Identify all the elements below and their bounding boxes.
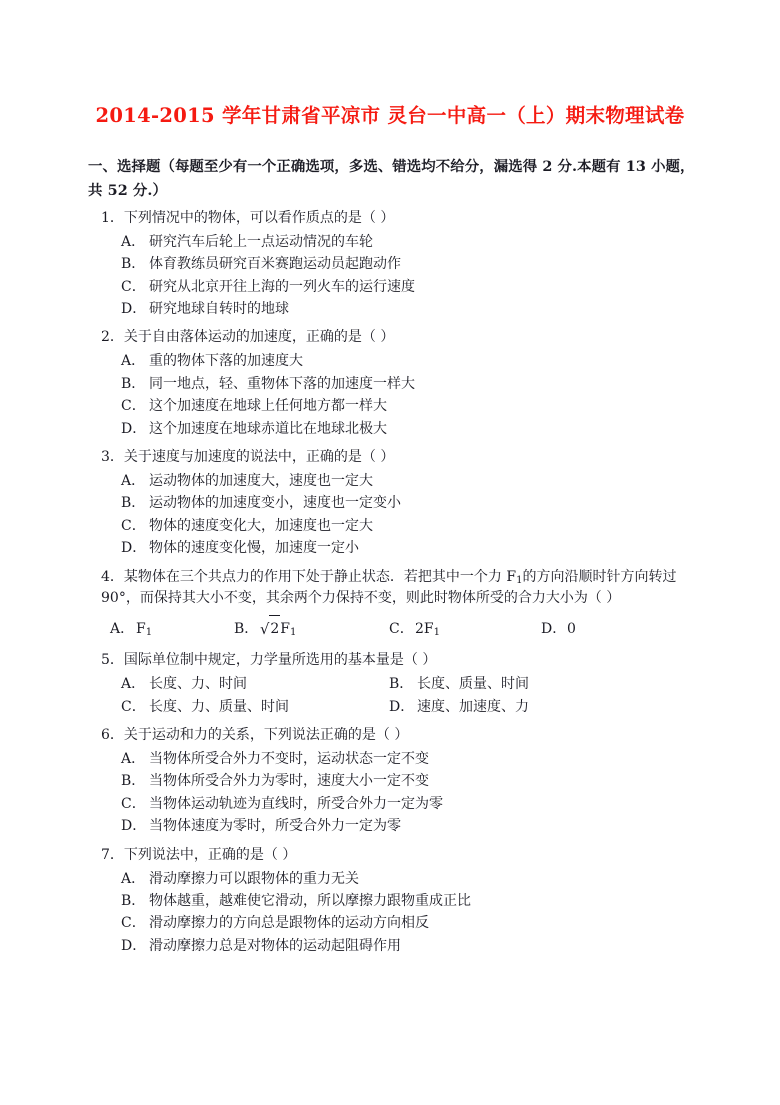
- option-label: B．: [234, 621, 259, 638]
- option-label: C．: [121, 517, 146, 534]
- option-label: A．: [121, 353, 146, 370]
- question-4: [88, 567, 710, 644]
- option-subscript: 1: [290, 627, 297, 639]
- option-text: 体育教练员研究百米赛跑运动员起跑动作: [149, 256, 401, 273]
- question-2-options: [88, 350, 710, 440]
- option-label: A．: [121, 233, 146, 250]
- option-label: C．: [121, 915, 146, 932]
- option-item[interactable]: [88, 815, 710, 837]
- option-item[interactable]: [88, 868, 710, 890]
- option-text: 同一地点，轻、重物体下落的加速度一样大: [149, 375, 415, 392]
- option-text: 速度、加速度、力: [417, 698, 529, 715]
- question-4-options: [88, 615, 710, 643]
- question-4-stem: [88, 567, 710, 611]
- option-item[interactable]: [88, 515, 710, 537]
- option-label: B．: [389, 676, 414, 693]
- option-label: A．: [121, 472, 146, 489]
- option-text: 这个加速度在地球赤道比在地球北极大: [149, 420, 387, 437]
- question-3-stem: [88, 447, 710, 469]
- option-label: B．: [121, 375, 146, 392]
- question-4-text-part2: 的方向沿顺时针方向转过 90°，而保持其大小不变，其余两个力保持不变，则此时物体所受的合力大小为（ ）: [101, 568, 677, 607]
- question-2: [88, 327, 710, 440]
- option-item[interactable]: [88, 537, 710, 559]
- option-text: 2F: [415, 621, 434, 638]
- question-2-stem: [88, 327, 710, 349]
- question-6: [88, 725, 710, 838]
- question-5-number: 5．: [101, 652, 124, 669]
- option-text: 研究地球自转时的地球: [149, 301, 289, 318]
- question-5-options-row: [88, 673, 710, 695]
- question-5-stem: [88, 650, 710, 672]
- question-6-stem: [88, 725, 710, 747]
- option-subscript: 1: [433, 627, 441, 639]
- option-label: D．: [121, 818, 147, 835]
- option-item[interactable]: [88, 253, 710, 275]
- option-label: B．: [121, 893, 146, 909]
- question-4-number: 4．: [101, 568, 124, 585]
- option-text: 重的物体下落的加速度大: [149, 353, 303, 370]
- option-item[interactable]: [88, 298, 710, 320]
- question-7-text: 下列说法中，正确的是（ ）: [123, 846, 297, 863]
- question-2-number: 2．: [101, 329, 124, 346]
- option-text: 物体越重，越难使它滑动，所以摩擦力跟物重成正比: [149, 893, 471, 909]
- option-text: 长度、质量、时间: [417, 676, 529, 693]
- question-2-text: 关于自由落体运动的加速度，正确的是（ ）: [123, 329, 395, 346]
- option-text: 运动物体的加速度变小，速度也一定变小: [149, 495, 401, 512]
- option-label: D．: [541, 621, 567, 638]
- option-text: F: [280, 621, 290, 638]
- option-text: 物体的速度变化大，加速度也一定大: [149, 517, 373, 534]
- option-text: 运动物体的加速度大，速度也一定大: [149, 472, 373, 489]
- option-label: C．: [121, 698, 146, 715]
- square-root-icon: [260, 615, 280, 643]
- option-item[interactable]: [88, 492, 710, 514]
- option-label: C．: [121, 398, 146, 415]
- option-text: 这个加速度在地球上任何地方都一样大: [149, 398, 387, 415]
- option-item[interactable]: [121, 696, 389, 718]
- option-item[interactable]: [88, 276, 710, 298]
- option-label: D．: [121, 420, 147, 437]
- option-label: A．: [121, 751, 146, 768]
- option-item[interactable]: [88, 890, 710, 912]
- document-body: [0, 130, 780, 957]
- option-text: 当物体所受合外力为零时，速度大小一定不变: [149, 773, 429, 790]
- option-label: D．: [121, 937, 147, 954]
- option-label: C．: [121, 795, 146, 812]
- option-item[interactable]: [541, 616, 576, 643]
- option-label: B．: [121, 495, 146, 512]
- option-item[interactable]: [88, 350, 710, 372]
- section-heading: 一、选择题（每题至少有一个正确选项，多选、错选均不给分，漏选得 2 分.本题有 13 小题，共 52 分.）: [88, 158, 695, 199]
- question-4-text-part1: 某物体在三个共点力的作用下处于静止状态．若把其中一个力 F: [123, 568, 517, 585]
- question-5-text: 国际单位制中规定，力学量所选用的基本量是（ ）: [123, 652, 437, 669]
- question-6-number: 6．: [101, 727, 124, 744]
- option-item[interactable]: [389, 673, 529, 695]
- option-item[interactable]: [121, 673, 389, 695]
- option-label: A．: [110, 621, 135, 638]
- option-text: 研究从北京开往上海的一列火车的运行速度: [149, 278, 415, 295]
- option-item[interactable]: [88, 912, 710, 934]
- option-text: 物体的速度变化慢，加速度一定小: [149, 540, 359, 557]
- question-1-options: [88, 231, 710, 321]
- option-item[interactable]: [88, 373, 710, 395]
- question-7: [88, 845, 710, 958]
- option-text: F: [136, 621, 146, 638]
- option-text: 当物体所受合外力不变时，运动状态一定不变: [149, 751, 429, 768]
- question-6-text: 关于运动和力的关系，下列说法正确的是（ ）: [123, 727, 409, 744]
- option-text: 0: [567, 621, 576, 638]
- option-item[interactable]: [88, 770, 710, 792]
- option-label: D．: [121, 301, 147, 318]
- question-7-number: 7．: [101, 846, 124, 863]
- question-1-stem: [88, 208, 710, 230]
- question-1: [88, 208, 710, 321]
- option-item[interactable]: [88, 748, 710, 770]
- question-4-subscript: 1: [516, 574, 523, 586]
- question-5-options-row: [88, 696, 710, 718]
- option-text: 长度、力、时间: [149, 676, 247, 693]
- option-label: A．: [121, 676, 146, 693]
- option-item[interactable]: [88, 935, 710, 957]
- option-text: 长度、力、质量、时间: [149, 698, 289, 715]
- question-7-options: [88, 868, 710, 958]
- option-label: D．: [389, 698, 415, 715]
- radical-sign: √: [260, 621, 270, 639]
- option-text: 滑动摩擦力的方向总是跟物体的运动方向相反: [149, 915, 429, 932]
- option-label: C．: [121, 278, 146, 295]
- option-text: 滑动摩擦力可以跟物体的重力无关: [149, 870, 359, 887]
- question-1-number: 1．: [101, 209, 124, 226]
- question-3-number: 3．: [101, 448, 124, 465]
- question-3-options: [88, 470, 710, 560]
- option-subscript: 1: [145, 627, 153, 639]
- option-label: A．: [121, 870, 146, 887]
- option-label: C．: [389, 621, 414, 638]
- option-label: B．: [121, 256, 146, 273]
- option-item[interactable]: [88, 395, 710, 417]
- option-label: D．: [121, 540, 147, 557]
- radicand: 2: [269, 615, 280, 643]
- option-item[interactable]: [389, 616, 541, 643]
- option-text: 研究汽车后轮上一点运动情况的车轮: [149, 233, 373, 250]
- option-item[interactable]: [234, 615, 389, 643]
- question-5: [88, 650, 710, 718]
- option-text: 当物体运动轨迹为直线时，所受合外力一定为零: [149, 795, 443, 812]
- option-item[interactable]: [88, 418, 710, 440]
- question-3: [88, 447, 710, 560]
- option-text: 滑动摩擦力总是对物体的运动起阻碍作用: [149, 937, 401, 954]
- option-item[interactable]: [389, 696, 529, 718]
- option-item[interactable]: [88, 470, 710, 492]
- option-label: B．: [121, 773, 146, 790]
- question-3-text: 关于速度与加速度的说法中，正确的是（ ）: [123, 448, 395, 465]
- option-item[interactable]: [88, 231, 710, 253]
- option-item[interactable]: [110, 616, 234, 643]
- page-title: 2014-2015 学年甘肃省平凉市 灵台一中高一（上）期末物理试卷: [95, 104, 685, 127]
- question-6-options: [88, 748, 710, 838]
- question-7-stem: [88, 845, 710, 867]
- option-text: 当物体速度为零时，所受合外力一定为零: [149, 818, 401, 835]
- question-1-text: 下列情况中的物体，可以看作质点的是（ ）: [123, 209, 395, 226]
- option-item[interactable]: [88, 793, 710, 815]
